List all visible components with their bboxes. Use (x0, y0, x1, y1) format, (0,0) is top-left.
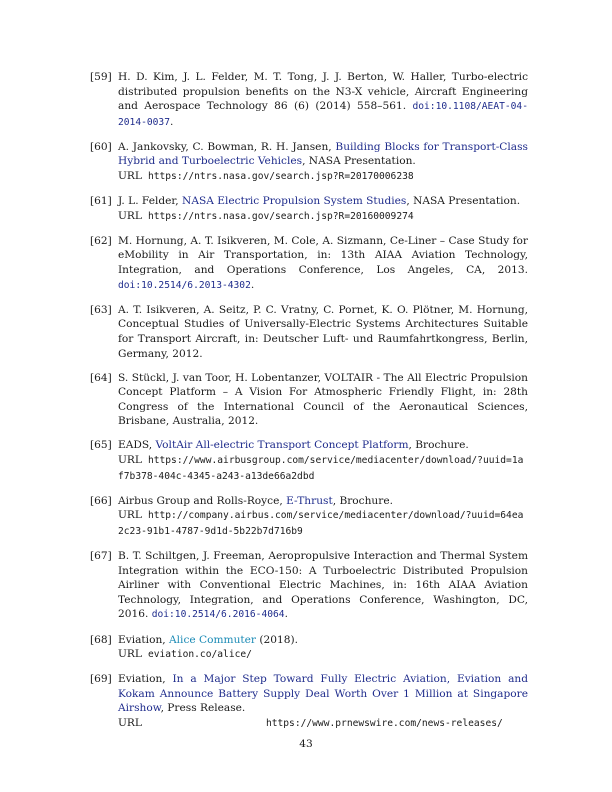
url-label: URL (118, 454, 142, 467)
reference-number: [69] (90, 673, 112, 686)
title-link[interactable]: In a Major Step Toward Fully Electric Aviation, Eviation and Kokam Announce Battery Supply Deal Worth Over 1 Million at Singapore Airshow (118, 673, 528, 715)
url-link[interactable]: https://ntrs.nasa.gov/search.jsp?R=20160009274 (147, 210, 414, 222)
reference-64 (90, 371, 528, 429)
reference-number: [68] (90, 633, 112, 646)
doi-link[interactable]: doi:10.2514/6.2013-4302 (118, 279, 251, 291)
reference-text: S. Stückl, J. van Toor, H. Lobentanzer, VOLTAIR - The All Electric Propulsion Concept Platform – A Vision For Atmospheric Friendly Flight, in: 28th Congress of the International Council of the Aeronautical Sciences, Brisbane, Australia, 2012. (118, 371, 528, 428)
reference-67: [67] B. T. Schiltgen, J. Freeman, Aeropropulsive Interaction and Thermal System Integration within the ECO-150: A Turboelectric Distributed Propulsion Airliner with Conventional Electric Machines, in: 16th AIAA Aviation Technology, Integration, and Operations Conference, Washington, DC, 2016. doi:10.2514/6.2016-4064. (90, 550, 528, 621)
url-label: URL (118, 716, 142, 729)
reference-authors: Eviation, (118, 673, 173, 686)
reference-authors: A. Jankovsky, C. Bowman, R. H. Jansen, (118, 140, 336, 153)
reference-62: [62] M. Hornung, A. T. Isikveren, M. Cole, A. Sizmann, Ce-Liner – Case Study for eMobility in Air Transportation, in: 13th AIAA Aviation Technology, Integration, and Operations Conference, Los Angeles, CA, 2013. doi:10.2514/6.2013-4302. (90, 234, 528, 291)
url-link[interactable]: https://www.prnewswire.com/news-releases/ (265, 717, 503, 729)
reference-number: [66] (90, 494, 112, 507)
url-label: URL (118, 648, 142, 661)
title-link[interactable]: NASA Electric Propulsion System Studies (182, 195, 407, 208)
reference-text: B. T. Schiltgen, J. Freeman, Aeropropulsive Interaction and Thermal System Integration within the ECO-150: A Turboelectric Distributed Propulsion Airliner with Conventional Electric Machines, in: 16th AIAA Aviation Technology, Integration, and Operations Conference, Washington, DC, 2016. (118, 550, 528, 621)
reference-61: [61] J. L. Felder, NASA Electric Propulsion System Studies, NASA Presentation. URL https://ntrs.nasa.gov/search.jsp?R=20160009274 (90, 195, 521, 222)
reference-number: [60] (90, 140, 112, 153)
reference-number: [67] (90, 550, 112, 563)
url-label: URL (118, 509, 142, 522)
title-link[interactable]: Alice Commuter (169, 633, 257, 646)
reference-60: [60] A. Jankovsky, C. Bowman, R. H. Jansen, Building Blocks for Transport-Class Hybrid and Turboelectric Vehicles, NASA Presentation. URL https://ntrs.nasa.gov/search.jsp?R=20170006238 (90, 140, 528, 183)
reference-authors: J. L. Felder, (118, 195, 183, 208)
reference-authors: EADS, (118, 439, 156, 452)
reference-66: [66] Airbus Group and Rolls-Royce, E-Thrust, Brochure. URL http://company.airbus.com/service/mediacenter/download/?uuid=64ea2c23-91b1-4787-9d1d-5b22b7d716b9 (90, 494, 524, 537)
reference-68: [68] Eviation, Alice Commuter (2018). URL eviation.co/alice/ (90, 633, 298, 661)
reference-63 (90, 303, 528, 361)
reference-number: [62] (90, 234, 112, 247)
reference-authors: Airbus Group and Rolls-Royce, (118, 494, 287, 507)
reference-number: [63] (90, 303, 112, 316)
title-link[interactable]: E-Thrust (286, 494, 333, 507)
reference-number: [59] (90, 71, 112, 83)
url-link[interactable]: https://ntrs.nasa.gov/search.jsp?R=20170006238 (147, 171, 414, 183)
title-link[interactable]: Building Blocks for Transport-Class Hybrid and Turboelectric Vehicles (118, 140, 528, 168)
page-number: 43 (299, 738, 313, 750)
url-link[interactable]: http://company.airbus.com/service/mediacenter/download/?uuid=64ea2c23-91b1-4787-9d1d-5b22b7d716b9 (118, 510, 524, 537)
reference-text: H. D. Kim, J. L. Felder, M. T. Tong, J. J. Berton, W. Haller, Turbo-electric distributed propulsion benefits on the N3-X vehicle, Aircraft Engineering and Aerospace Technology 86 (6) (2014) 558–561. (118, 71, 528, 113)
url-link[interactable]: https://www.airbusgroup.com/service/mediacenter/download/?uuid=1af7b378-404c-4345-a243-a13de66a2dbd (118, 455, 524, 482)
reference-text: A. T. Isikveren, A. Seitz, P. C. Vratny, C. Pornet, K. O. Plötner, M. Hornung, Conceptual Studies of Universally-Electric Systems Architectures Suitable for Transport Aircraft, in: Deutscher Luft- und Raumfahrtkongress, Berlin, Germany, 2012. (118, 303, 528, 360)
reference-69: [69] Eviation, In a Major Step Toward Fully Electric Aviation, Eviation and Kokam Announce Battery Supply Deal Worth Over 1 Million at Singapore Airshow, Press Release. URL https://www.prnewswire.com/news-releases/ (90, 673, 528, 729)
reference-authors: Eviation, (118, 633, 170, 646)
reference-text: M. Hornung, A. T. Isikveren, M. Cole, A. Sizmann, Ce-Liner – Case Study for eMobility in Air Transportation, in: 13th AIAA Aviation Technology, Integration, and Operations Conference, Los Angeles, CA, 2013. (118, 234, 528, 277)
reference-list (90, 70, 528, 741)
reference-number: [65] (90, 439, 112, 452)
title-link[interactable]: VoltAir All-electric Transport Concept Platform (155, 439, 409, 452)
reference-number: [64] (90, 371, 112, 384)
reference-65: [65] EADS, VoltAir All-electric Transport Concept Platform, Brochure. URL https://www.airbusgroup.com/service/mediacenter/download/?uuid=1af7b378-404c-4345-a243-a13de66a2dbd (90, 439, 524, 482)
url-link[interactable]: eviation.co/alice/ (147, 649, 252, 661)
doi-link[interactable]: doi:10.2514/6.2016-4064 (151, 609, 285, 621)
url-label: URL (118, 170, 142, 183)
reference-59: [59] H. D. Kim, J. L. Felder, M. T. Tong, J. J. Berton, W. Haller, Turbo-electric distributed propulsion benefits on the N3-X vehicle, Aircraft Engineering and Aerospace Technology 86 (6) (2014) 558–561. doi:10.1108/AEAT-04-2014-0037. (90, 71, 528, 128)
doi-link[interactable]: doi:10.1108/AEAT-04-2014-0037 (118, 101, 528, 128)
url-label: URL (118, 209, 142, 222)
reference-number: [61] (90, 195, 112, 208)
